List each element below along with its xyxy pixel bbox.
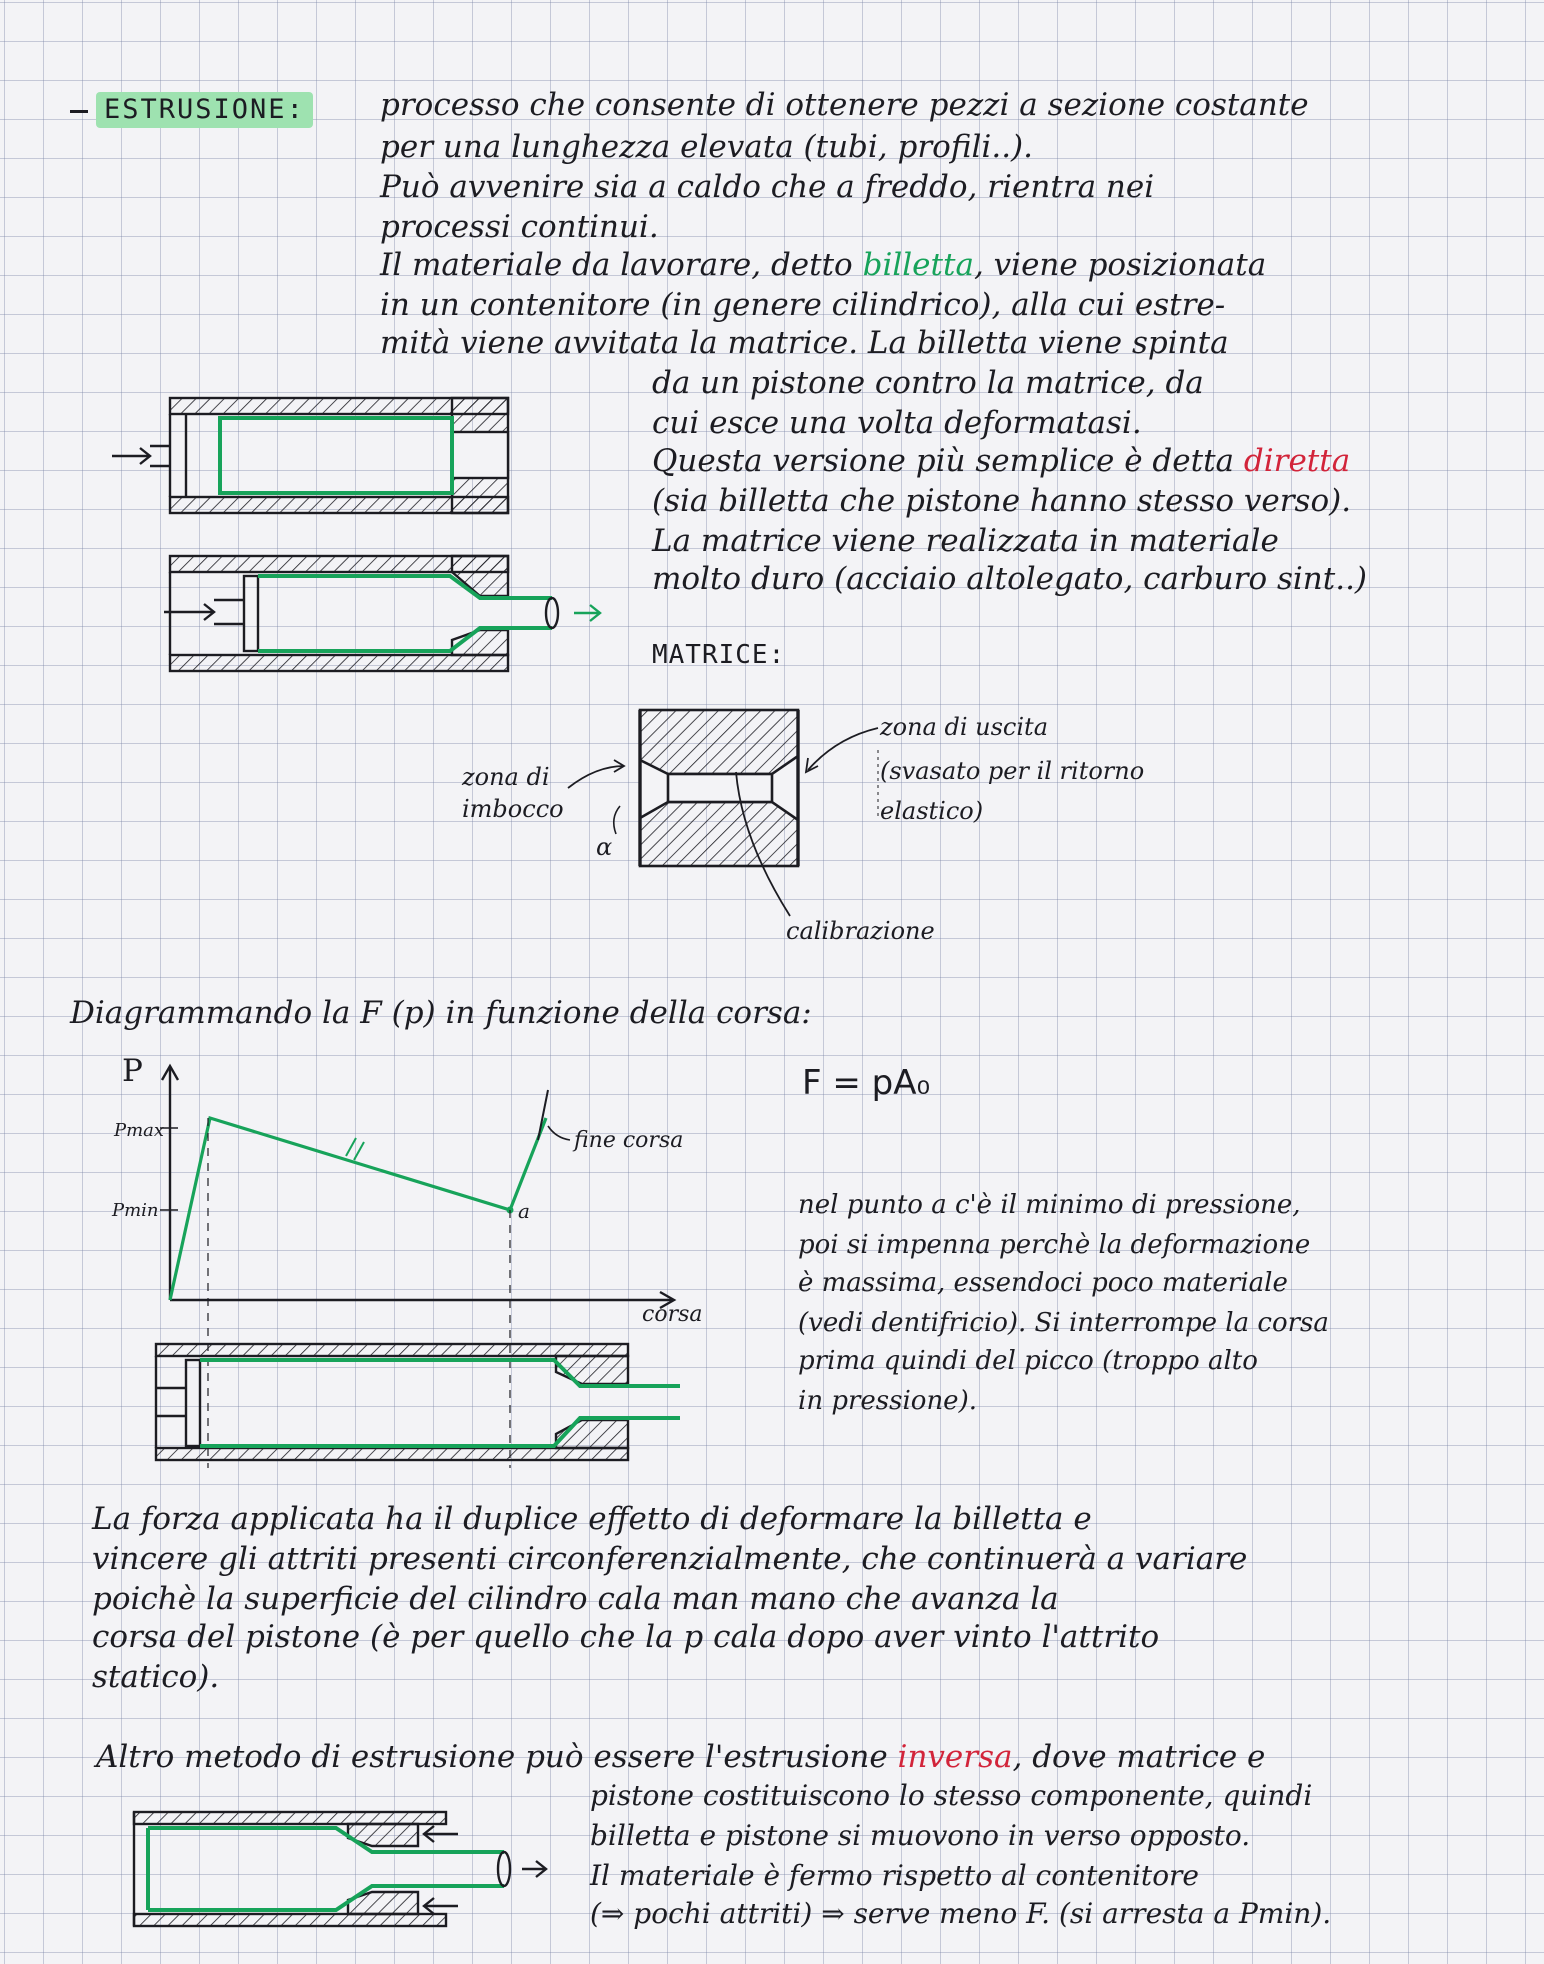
force-line-2: vincere gli attriti presenti circonferenzialmente, che continuerà a variare (92, 1541, 1248, 1577)
curve-break-mark-2 (354, 1142, 364, 1160)
inverse-extrusion-sketch (134, 1812, 546, 1926)
force-line-1: La forza applicata ha il duplice effetto di deformare la billetta e (92, 1501, 1092, 1537)
direct-extrusion-during-sketch (164, 556, 600, 671)
billet-line-2: in un contenitore (in genere cilindrico), alla cui estre- (380, 287, 1226, 323)
inverse-line-1-end: , dove matrice e (1012, 1739, 1266, 1775)
heading-title: ESTRUSIONE (104, 94, 287, 125)
pressure-stroke-graph (160, 1066, 674, 1468)
billet-line-9: molto duro (acciaio altolegato, carburo sint..) (652, 561, 1368, 597)
intro-line-3: Può avvenire sia a caldo che a freddo, rientra nei (380, 169, 1155, 205)
graph-y-label: P (122, 1053, 143, 1089)
billet-line-5: cui esce una volta deformatasi. (652, 405, 1142, 441)
billet-line-6-start: Questa versione più semplice è detta (652, 443, 1235, 479)
term-inversa: inversa (897, 1739, 1013, 1775)
graph-note-2: poi si impenna perchè la deformazione (798, 1230, 1311, 1260)
inverse-line-1-start: Altro metodo di estrusione può essere l'estrusione (96, 1739, 888, 1775)
graph-note-3: è massima, essendoci poco materiale (798, 1268, 1288, 1298)
formula: F = pA₀ (802, 1063, 931, 1103)
force-line-3: poichè la superficie del cilindro cala man mano che avanza la (92, 1581, 1059, 1617)
intro-line-4: processi continui. (380, 209, 659, 245)
term-diretta: diretta (1243, 443, 1351, 479)
inverse-line-5: (⇒ pochi attriti) ⇒ serve meno F. (si arresta a Pmin). (590, 1897, 1332, 1930)
force-line-5: statico). (92, 1659, 220, 1695)
matrix-entry-label-1: zona di (462, 763, 550, 791)
graph-point-label: a (518, 1199, 530, 1223)
matrix-calibration-label: calibrazione (786, 917, 935, 945)
graph-end-label: fine corsa (574, 1128, 684, 1153)
matrix-exit-label-3: elastico) (880, 797, 984, 825)
graph-pmax-label: Pmax (114, 1120, 165, 1141)
heading-colon: : (286, 94, 305, 125)
inverse-line-4: Il materiale è fermo rispetto al contenitore (590, 1859, 1199, 1892)
billet-line-4: da un pistone contro la matrice, da (652, 365, 1204, 401)
diagram-intro: Diagrammando la F (p) in funzione della corsa: (70, 995, 812, 1031)
intro-line-2: per una lunghezza elevata (tubi, profili..). (380, 129, 1033, 165)
pressure-curve (170, 1118, 546, 1300)
matrix-title: MATRICE: (652, 640, 786, 670)
end-label-pointer (548, 1126, 570, 1140)
graph-note-4: (vedi dentifricio). Si interrompe la corsa (798, 1308, 1329, 1338)
billet-line-8: La matrice viene realizzata in materiale (652, 523, 1279, 559)
billet-line-1-start: Il materiale da lavorare, detto (380, 247, 853, 283)
force-line-4: corsa del pistone (è per quello che la p cala dopo aver vinto l'attrito (92, 1619, 1160, 1655)
matrix-sketch (568, 710, 878, 916)
end-stroke-marker (538, 1090, 548, 1140)
inverse-line-3: billetta e pistone si muovono in verso opposto. (590, 1819, 1251, 1852)
intro-line-1: processo che consente di ottenere pezzi a sezione costante (380, 87, 1309, 123)
graph-note-5: prima quindi del picco (troppo alto (798, 1346, 1258, 1376)
matrix-angle-label: α (596, 833, 613, 861)
graph-note-6: in pressione). (798, 1386, 977, 1416)
graph-pmin-label: Pmin (112, 1200, 159, 1221)
term-billetta: billetta (862, 247, 974, 283)
matrix-exit-label-2: (svasato per il ritorno (880, 757, 1145, 785)
graph-note-1: nel punto a c'è il minimo di pressione, (798, 1190, 1301, 1220)
billet-line-3: mità viene avvitata la matrice. La billetta viene spinta (380, 325, 1229, 361)
inverse-line-2: pistone costituiscono lo stesso componente, quindi (590, 1779, 1313, 1812)
curve-break-mark-1 (346, 1138, 356, 1156)
direct-extrusion-before-sketch (112, 398, 508, 513)
graph-x-label: corsa (642, 1302, 703, 1327)
billet-line-1-end: , viene posizionata (973, 247, 1267, 283)
matrix-exit-label-1: zona di uscita (880, 713, 1048, 741)
direct-extrusion-stroke-sketch (156, 1344, 680, 1460)
billet-line-7: (sia billetta che pistone hanno stesso verso). (652, 483, 1352, 519)
matrix-entry-label-2: imbocco (462, 795, 564, 823)
